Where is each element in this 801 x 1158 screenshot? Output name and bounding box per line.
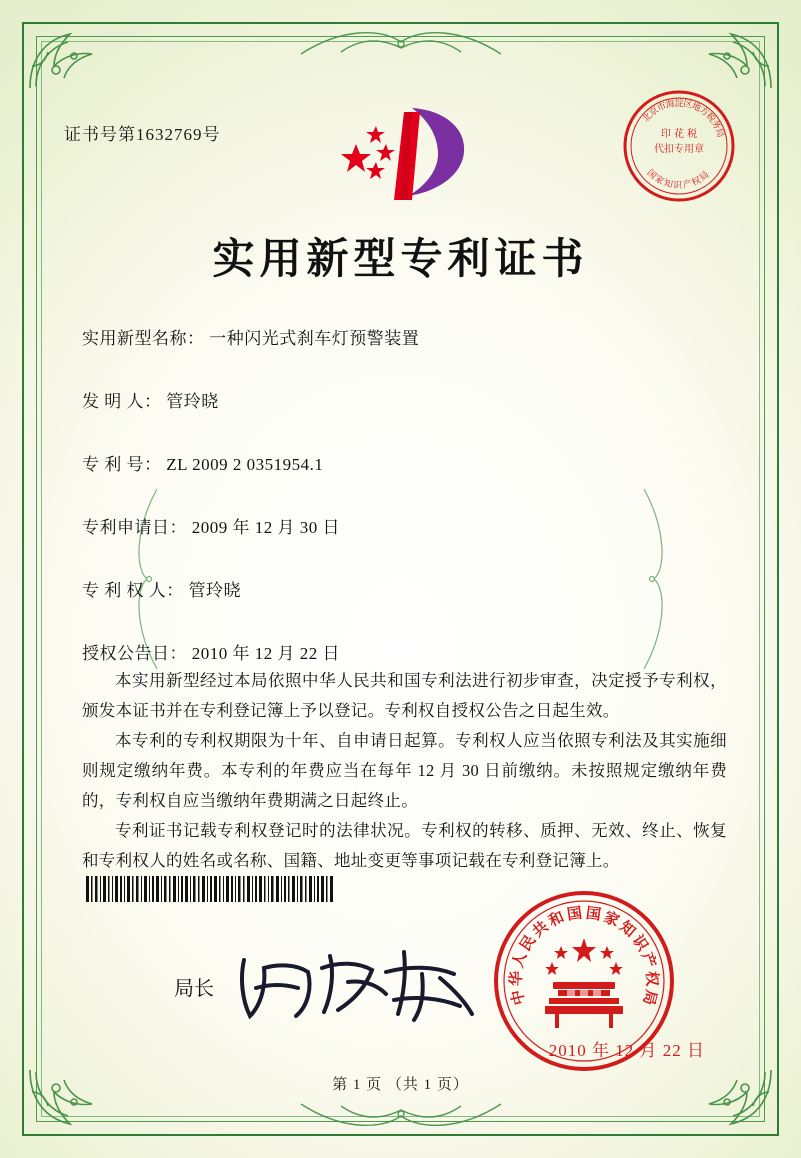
svg-text:区: 区 [682, 99, 694, 111]
certificate-number: 证书号第1632769号 [64, 125, 221, 144]
svg-text:税: 税 [703, 111, 717, 125]
edge-ornament-icon [281, 1100, 521, 1134]
svg-text:局: 局 [712, 127, 726, 139]
page-title: 实用新型专利证书 [212, 234, 589, 283]
body-paragraph: 本实用新型经过本局依照中华人民共和国专利法进行初步审查，决定授予专利权，颁发本证书并在专利登记簿上予以登记。专利权自授权公告之日起生效。 [82, 671, 727, 720]
field-label: 专 利 权 人： [82, 581, 184, 600]
svg-text:方: 方 [697, 105, 711, 119]
field-label: 发 明 人： [82, 392, 162, 411]
field-row [82, 450, 731, 475]
edge-ornament-icon [281, 24, 521, 58]
signature-label: 局长 [174, 978, 214, 1000]
svg-text:家: 家 [601, 907, 623, 931]
svg-text:海: 海 [664, 99, 676, 111]
page-footer: 第 1 页 （共 1 页） [332, 1077, 469, 1093]
svg-text:淀: 淀 [674, 99, 684, 109]
field-label: 专利申请日： [82, 518, 187, 537]
patent-office-logo-icon [316, 100, 486, 210]
svg-text:北: 北 [641, 111, 655, 125]
svg-text:权: 权 [690, 175, 703, 189]
svg-text:权: 权 [642, 970, 662, 987]
svg-text:市: 市 [655, 101, 669, 115]
field-label: 专 利 号： [82, 455, 162, 474]
field-value: 管玲晓 [188, 581, 241, 600]
field-value: 2010 年 12 月 22 日 [191, 644, 340, 663]
body-paragraph: 专利证书记载专利权登记时的法律状况。专利权的转移、质押、无效、终止、恢复和专利权人的姓名或名称、国籍、地址变更等事项记载在专利登记簿上。 [82, 821, 727, 870]
svg-text:国: 国 [565, 903, 584, 924]
field-row [82, 639, 731, 664]
svg-text:人: 人 [508, 950, 531, 970]
svg-text:局: 局 [639, 987, 661, 1007]
svg-text:务: 务 [708, 118, 722, 132]
svg-text:地: 地 [689, 101, 703, 115]
field-value: 一种闪光式刹车灯预警装置 [209, 329, 420, 348]
svg-text:家: 家 [652, 174, 666, 188]
barcode-icon [86, 876, 336, 902]
svg-text:产: 产 [637, 950, 660, 970]
svg-text:共: 共 [528, 917, 552, 941]
svg-text:知: 知 [662, 178, 674, 191]
svg-text:中: 中 [507, 987, 529, 1007]
field-list [82, 324, 731, 702]
svg-text:识: 识 [628, 931, 653, 955]
svg-text:知: 知 [616, 917, 640, 941]
svg-text:和: 和 [545, 907, 567, 931]
field-row [82, 576, 731, 601]
legal-body-text [82, 666, 727, 876]
field-row [82, 324, 731, 349]
svg-text:识: 识 [672, 180, 683, 192]
svg-text:民: 民 [515, 931, 540, 955]
field-value: 2009 年 12 月 30 日 [191, 518, 340, 537]
field-value: ZL 2009 2 0351954.1 [166, 455, 324, 474]
body-paragraph: 本专利的专利权期限为十年、自申请日起算。专利权人应当依照专利法及其实施细则规定缴纳年费。本专利的年费应当在每年 12 月 30 日前缴纳。未按照规定缴纳年费的，专利权自应当缴纳年费期满之日起终止。 [82, 731, 727, 810]
field-row [82, 513, 731, 538]
tax-office-stamp-icon [617, 84, 741, 208]
svg-text:代扣专用章: 代扣专用章 [654, 144, 704, 155]
svg-text:国: 国 [644, 168, 658, 182]
field-value: 管玲晓 [166, 392, 219, 411]
svg-text:京: 京 [647, 105, 661, 119]
seal-date: 2010 年 12 月 22 日 [548, 1041, 705, 1060]
field-label: 实用新型名称： [82, 329, 205, 348]
svg-text:产: 产 [681, 179, 693, 191]
svg-text:国: 国 [584, 903, 603, 924]
svg-text:局: 局 [698, 169, 712, 184]
svg-text:华: 华 [506, 970, 526, 987]
signature-block [86, 944, 506, 1034]
certificate-content [60, 56, 741, 1102]
svg-text:印 花 税: 印 花 税 [660, 129, 698, 140]
field-row [82, 387, 731, 412]
field-label: 授权公告日： [82, 644, 187, 663]
director-signature-icon [226, 938, 496, 1034]
